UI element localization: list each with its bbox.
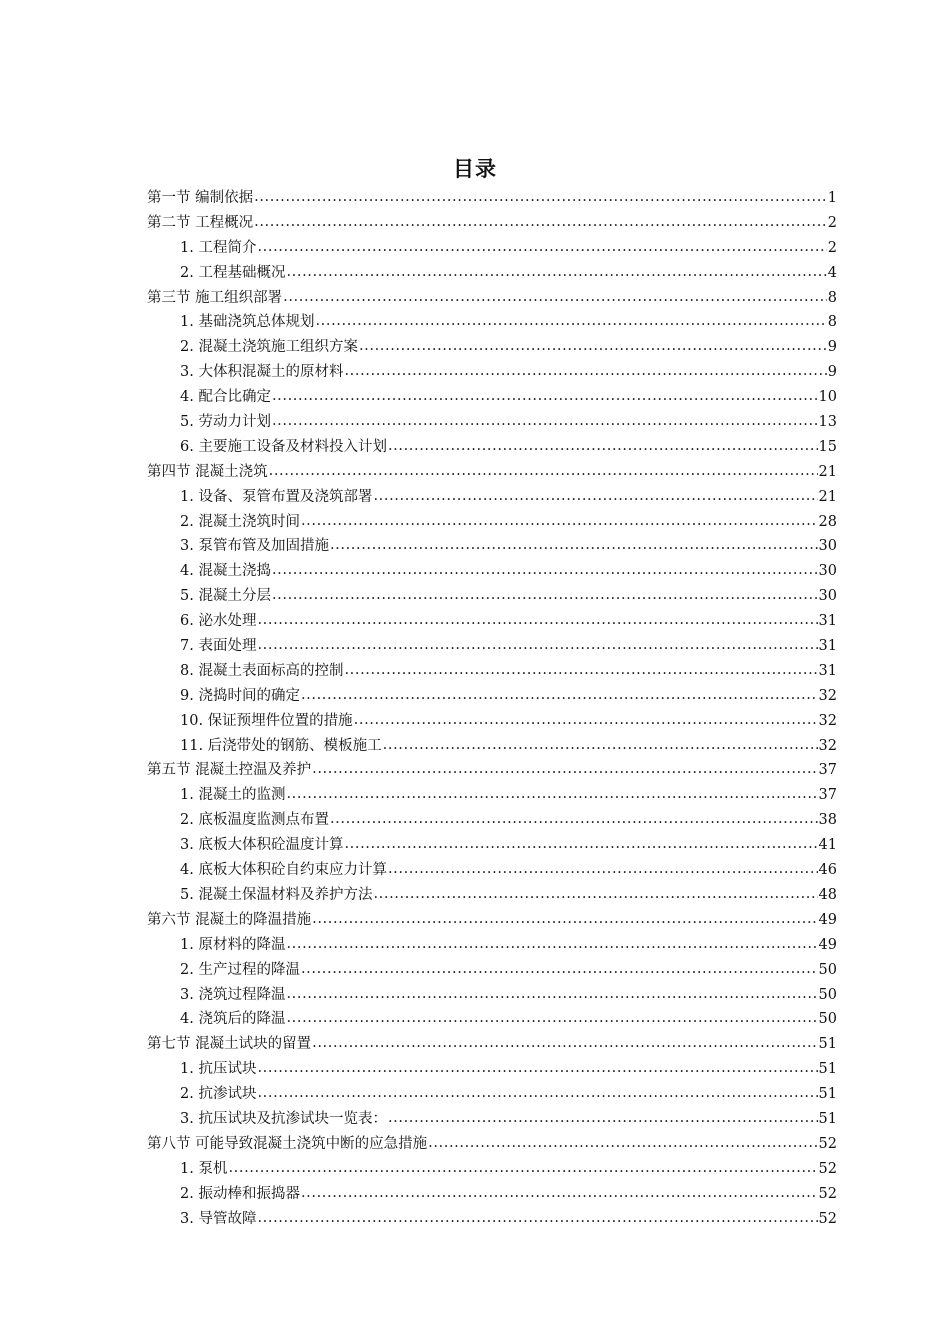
toc-entry-text: 8. 混凝土表面标高的控制 [180, 662, 344, 679]
toc-entry-text: 第三节 施工组织部署 [147, 289, 283, 306]
toc-entry-text: 7. 表面处理 [180, 638, 257, 655]
toc-page-number: 2 [827, 239, 837, 256]
toc-subsection-entry[interactable] [147, 983, 837, 1008]
toc-dot-leader [354, 708, 818, 733]
toc-entry-text: 第四节 混凝土浇筑 [147, 463, 268, 480]
toc-page-number: 2 [827, 214, 837, 231]
toc-section-entry[interactable] [147, 1032, 837, 1057]
toc-entry-text: 3. 大体积混凝土的原材料 [180, 364, 344, 381]
toc-page-number: 51 [818, 1086, 837, 1103]
toc-dot-leader [301, 683, 818, 708]
toc-page-number: 8 [827, 289, 837, 306]
toc-page-number: 50 [818, 961, 837, 978]
toc-dot-leader [312, 1031, 817, 1056]
toc-entry-text: 1. 泵机 [180, 1160, 228, 1177]
toc-entry-text: 4. 浇筑后的降温 [180, 1011, 286, 1028]
toc-page-number: 28 [818, 513, 837, 530]
toc-section-entry[interactable] [147, 908, 837, 933]
toc-entry-text: 3. 抗压试块及抗渗试块一览表： [180, 1110, 387, 1127]
toc-dot-leader [283, 285, 827, 310]
toc-dot-leader [388, 857, 818, 882]
toc-dot-leader [257, 608, 817, 633]
toc-page-number: 32 [818, 737, 837, 754]
toc-dot-leader [286, 982, 817, 1007]
toc-section-entry[interactable] [147, 211, 837, 236]
toc-page-number: 31 [818, 613, 837, 630]
toc-entry-text: 3. 导管故障 [180, 1210, 257, 1227]
toc-page-number: 31 [818, 662, 837, 679]
toc-entry-text: 2. 振动棒和振捣器 [180, 1185, 300, 1202]
toc-dot-leader [312, 907, 817, 932]
toc-dot-leader [315, 309, 826, 334]
toc-entry-text: 第八节 可能导致混凝土浇筑中断的应急措施 [147, 1135, 428, 1152]
toc-entry-text: 2. 底板温度监测点布置 [180, 812, 329, 829]
toc-dot-leader [254, 210, 827, 235]
toc-subsection-entry[interactable] [147, 1182, 837, 1207]
toc-subsection-entry[interactable] [147, 684, 837, 709]
toc-page-number: 1 [827, 190, 837, 206]
toc-subsection-entry[interactable] [147, 958, 837, 983]
toc-dot-leader [344, 832, 817, 857]
toc-section-entry[interactable] [147, 460, 837, 485]
toc-entry-text: 6. 主要施工设备及材料投入计划 [180, 438, 387, 455]
toc-page-number: 13 [818, 414, 837, 431]
toc-dot-leader [373, 882, 817, 907]
toc-subsection-entry[interactable] [147, 335, 837, 360]
toc-page-number: 41 [818, 837, 837, 854]
toc-entry-text: 2. 混凝土浇筑时间 [180, 513, 300, 530]
toc-dot-leader [286, 782, 817, 807]
toc-dot-leader [228, 1156, 817, 1181]
toc-page-number: 46 [818, 862, 837, 879]
toc-entry-text: 4. 混凝土浇捣 [180, 563, 271, 580]
toc-dot-leader [312, 757, 817, 782]
toc-page-number: 21 [818, 463, 837, 480]
toc-section-entry[interactable] [147, 1132, 837, 1157]
toc-dot-leader [388, 434, 818, 459]
toc-dot-leader [344, 359, 826, 384]
toc-dot-leader [388, 1106, 818, 1131]
toc-entry-text: 3. 浇筑过程降温 [180, 986, 286, 1003]
toc-dot-leader [286, 260, 826, 285]
toc-entry-text: 4. 配合比确定 [180, 389, 271, 406]
toc-subsection-entry[interactable] [147, 634, 837, 659]
toc-entry-text: 2. 混凝土浇筑施工组织方案 [180, 339, 358, 356]
toc-subsection-entry[interactable] [147, 709, 837, 734]
toc-page-number: 32 [818, 712, 837, 729]
toc-section-entry[interactable] [147, 186, 837, 211]
toc-entry-text: 1. 工程简介 [180, 239, 257, 256]
toc-page-number: 51 [818, 1110, 837, 1127]
toc-list [147, 186, 837, 1231]
toc-dot-leader [254, 185, 827, 210]
toc-subsection-entry[interactable] [147, 534, 837, 559]
toc-section-entry[interactable] [147, 758, 837, 783]
toc-page-number: 49 [818, 911, 837, 928]
toc-page-number: 52 [818, 1185, 837, 1202]
toc-subsection-entry[interactable] [147, 858, 837, 883]
toc-entry-text: 2. 生产过程的降温 [180, 961, 300, 978]
toc-entry-text: 9. 浇捣时间的确定 [180, 687, 300, 704]
toc-subsection-entry[interactable] [147, 933, 837, 958]
toc-subsection-entry[interactable] [147, 1057, 837, 1082]
toc-subsection-entry[interactable] [147, 1157, 837, 1182]
toc-entry-text: 第二节 工程概况 [147, 214, 254, 231]
toc-dot-leader [359, 334, 827, 359]
toc-subsection-entry[interactable] [147, 510, 837, 535]
toc-page-number: 15 [818, 438, 837, 455]
toc-entry-text: 第七节 混凝土试块的留置 [147, 1036, 312, 1053]
toc-subsection-entry[interactable] [147, 435, 837, 460]
toc-entry-text: 2. 工程基础概况 [180, 264, 286, 281]
toc-dot-leader [301, 1181, 818, 1206]
toc-dot-leader [257, 1206, 817, 1231]
toc-page-number: 30 [818, 563, 837, 580]
toc-page-number: 51 [818, 1036, 837, 1053]
toc-page-number: 31 [818, 638, 837, 655]
toc-subsection-entry[interactable] [147, 609, 837, 634]
toc-page-number: 52 [818, 1160, 837, 1177]
toc-entry-text: 1. 混凝土的监测 [180, 787, 286, 804]
toc-dot-leader [272, 558, 818, 583]
toc-page-number: 9 [827, 364, 837, 381]
toc-subsection-entry[interactable] [147, 485, 837, 510]
toc-page-number: 9 [827, 339, 837, 356]
toc-page-number: 50 [818, 986, 837, 1003]
toc-dot-leader [257, 1056, 817, 1081]
toc-entry-text: 2. 抗渗试块 [180, 1086, 257, 1103]
toc-dot-leader [286, 932, 817, 957]
toc-dot-leader [330, 807, 818, 832]
toc-entry-text: 1. 原材料的降温 [180, 936, 286, 953]
toc-dot-leader [272, 583, 818, 608]
toc-entry-text: 5. 劳动力计划 [180, 414, 271, 431]
toc-subsection-entry[interactable] [147, 1082, 837, 1107]
toc-dot-leader [373, 484, 817, 509]
toc-page-number: 30 [818, 588, 837, 605]
toc-entry-text: 6. 泌水处理 [180, 613, 257, 630]
toc-page-number: 10 [818, 389, 837, 406]
toc-subsection-entry[interactable] [147, 883, 837, 908]
toc-subsection-entry[interactable] [147, 236, 837, 261]
toc-subsection-entry[interactable] [147, 659, 837, 684]
toc-section-entry[interactable] [147, 286, 837, 311]
toc-page-number: 52 [818, 1210, 837, 1227]
toc-dot-leader [272, 409, 818, 434]
toc-subsection-entry[interactable] [147, 1207, 837, 1232]
toc-dot-leader [272, 384, 818, 409]
toc-entry-text: 1. 基础浇筑总体规划 [180, 314, 315, 331]
toc-subsection-entry[interactable] [147, 385, 837, 410]
toc-entry-text: 第六节 混凝土的降温措施 [147, 911, 312, 928]
toc-page-number: 51 [818, 1061, 837, 1078]
toc-page-number: 38 [818, 812, 837, 829]
toc-subsection-entry[interactable] [147, 410, 837, 435]
toc-dot-leader [428, 1131, 817, 1156]
toc-dot-leader [330, 533, 818, 558]
toc-dot-leader [257, 1081, 817, 1106]
toc-page-number: 32 [818, 687, 837, 704]
toc-dot-leader [383, 733, 818, 758]
toc-entry-text: 11. 后浇带处的钢筋、模板施工 [180, 737, 382, 754]
toc-entry-text: 第五节 混凝土控温及养护 [147, 762, 312, 779]
toc-entry-text: 第一节 编制依据 [147, 190, 254, 206]
toc-subsection-entry[interactable] [147, 584, 837, 609]
toc-entry-text: 1. 设备、泵管布置及浇筑部署 [180, 488, 373, 505]
toc-subsection-entry[interactable] [147, 559, 837, 584]
toc-entry-text: 3. 泵管布管及加固措施 [180, 538, 329, 555]
toc-subsection-entry[interactable] [147, 833, 837, 858]
toc-page-number: 30 [818, 538, 837, 555]
toc-entry-text: 1. 抗压试块 [180, 1061, 257, 1078]
toc-page-number: 37 [818, 787, 837, 804]
toc-subsection-entry[interactable] [147, 734, 837, 759]
toc-page-number: 8 [827, 314, 837, 331]
toc-page-number: 52 [818, 1135, 837, 1152]
toc-dot-leader [344, 658, 817, 683]
toc-subsection-entry[interactable] [147, 808, 837, 833]
toc-subsection-entry[interactable] [147, 310, 837, 335]
toc-title: 目录 [453, 157, 497, 181]
toc-dot-leader [269, 459, 818, 484]
toc-page-number: 49 [818, 936, 837, 953]
toc-entry-text: 10. 保证预埋件位置的措施 [180, 712, 353, 729]
toc-subsection-entry[interactable] [147, 1007, 837, 1032]
toc-dot-leader [257, 235, 826, 260]
toc-subsection-entry[interactable] [147, 360, 837, 385]
toc-page-number: 21 [818, 488, 837, 505]
toc-page-number: 37 [818, 762, 837, 779]
toc-entry-text: 5. 混凝土分层 [180, 588, 271, 605]
toc-subsection-entry[interactable] [147, 783, 837, 808]
toc-dot-leader [301, 509, 818, 534]
toc-dot-leader [257, 633, 817, 658]
toc-dot-leader [286, 1006, 817, 1031]
toc-dot-leader [301, 957, 818, 982]
toc-entry-text: 3. 底板大体积砼温度计算 [180, 837, 344, 854]
toc-subsection-entry[interactable] [147, 1107, 837, 1132]
toc-subsection-entry[interactable] [147, 261, 837, 286]
toc-page-number: 4 [827, 264, 837, 281]
toc-entry-text: 5. 混凝土保温材料及养护方法 [180, 886, 373, 903]
toc-entry-text: 4. 底板大体积砼自约束应力计算 [180, 862, 387, 879]
toc-page-number: 50 [818, 1011, 837, 1028]
toc-page-number: 48 [818, 886, 837, 903]
